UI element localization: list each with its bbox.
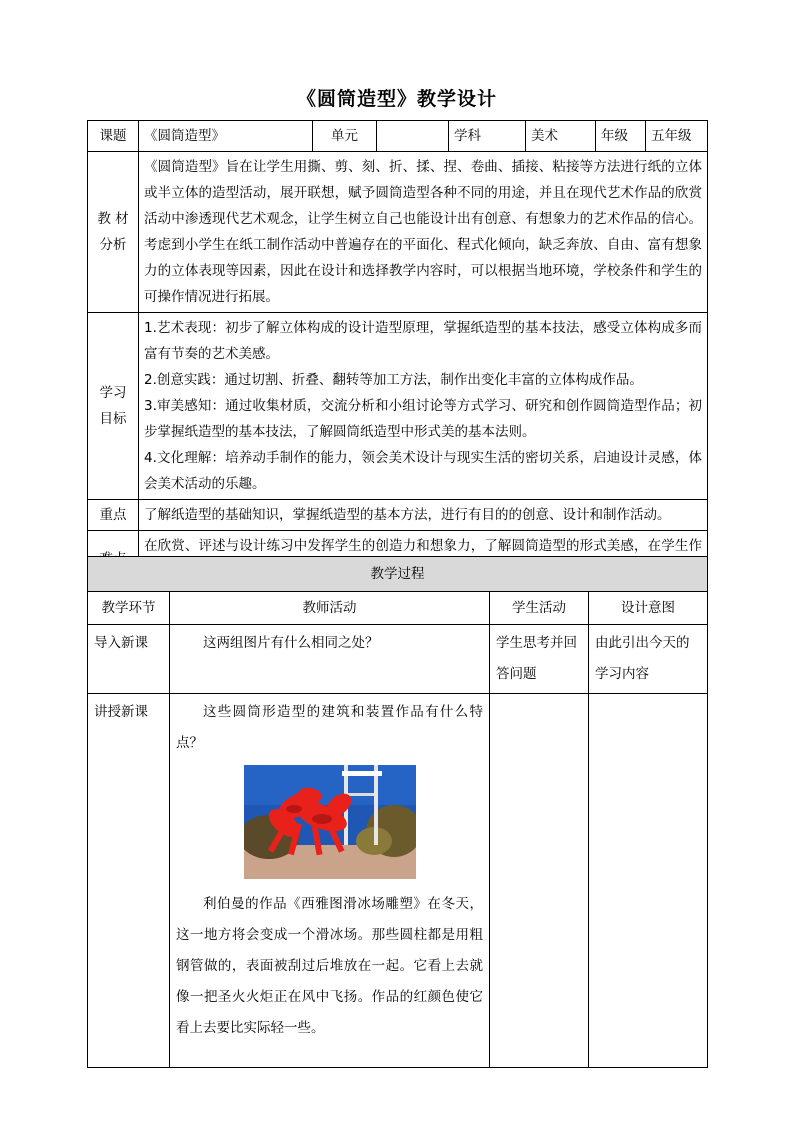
label-grade: 年级	[596, 121, 646, 152]
key-point-text: 了解纸造型的基础知识，掌握纸造型的基本方法，进行有目的的创意、设计和制作活动。	[139, 500, 708, 531]
section-row	[88, 557, 708, 592]
learning-goals-list	[139, 313, 708, 500]
label-topic: 课题	[88, 121, 139, 152]
label-subject: 学科	[449, 121, 526, 152]
sculpture-photo	[244, 765, 416, 879]
stage-intro: 导入新课	[88, 625, 170, 694]
label-learning-goals: 学习 目标	[88, 313, 139, 500]
info-row-key	[88, 500, 708, 531]
stage-lecture: 讲授新课	[88, 694, 170, 1068]
header-teacher: 教师活动	[170, 592, 490, 625]
info-row-goals	[88, 313, 708, 500]
document-title: 《圆筒造型》教学设计	[296, 88, 497, 110]
teacher-activity-intro: 这两组图片有什么相同之处？	[170, 625, 490, 694]
student-activity-intro: 学生思考并回答问题	[490, 625, 589, 694]
value-unit	[377, 121, 449, 152]
lesson-info-table	[87, 120, 708, 588]
process-row-intro	[88, 625, 708, 694]
label-key-point: 重点	[88, 500, 139, 531]
goal-item: 1.艺术表现：初步了解立体构成的设计造型原理，掌握纸造型的基本技法，感受立体构成多而富有节奏的艺术美感。	[144, 320, 702, 362]
label-material-analysis: 教 材 分析	[88, 152, 139, 313]
header-student: 学生活动	[490, 592, 589, 625]
process-row-lecture	[88, 694, 708, 1068]
difficulty-text: 在欣赏、评述与设计练习中发挥学生的创造力和想象力，了解圆筒造型的形式美感，在学生作	[139, 531, 708, 588]
label-unit: 单元	[313, 121, 377, 152]
teacher-activity-lecture	[170, 694, 490, 1068]
value-grade: 五年级	[646, 121, 708, 152]
goal-item: 2.创意实践：通过切割、折叠、翻转等加工方法，制作出变化丰富的立体构成作品。	[144, 372, 643, 388]
value-topic: 《圆筒造型》	[139, 121, 313, 152]
info-row-basic	[88, 121, 708, 152]
header-intent: 设计意图	[589, 592, 708, 625]
design-intent-intro: 由此引出今天的学习内容	[589, 625, 708, 694]
sculpture-description: 利伯曼的作品《西雅图滑冰场雕塑》在冬天，这一地方将会变成一个滑冰场。那些圆柱都是用粗钢管做的，表面被刮过后堆放在一起。它看上去就像一把圣火火炬正在风中飞扬。作品的红颜色使它看上去要比实际轻一些。	[176, 896, 483, 1036]
student-activity-lecture	[490, 694, 589, 1068]
header-stage: 教学环节	[88, 592, 170, 625]
value-subject: 美术	[526, 121, 596, 152]
goal-item: 3.审美感知：通过收集材质，交流分析和小组讨论等方式学习、研究和创作圆筒造型作品；初步掌握纸造型的基本技法，了解圆筒纸造型中形式美的基本法则。	[144, 398, 702, 440]
section-title: 教学过程	[88, 557, 708, 592]
material-analysis-text: 《圆筒造型》旨在让学生用撕、剪、刻、折、揉、捏、卷曲、插接、粘接等方法进行纸的立体或半立体的造型活动，展开联想，赋予圆筒造型各种不同的用途，并且在现代艺术作品的欣赏活动中渗透现代艺术观念，让学生树立自己也能设计出有创意、有想象力的艺术作品的信心。考虑到小学生在纸工制作活动中普遍存在的平面化、程式化倾向，缺乏奔放、自由、富有想象力的立体表现等因素，因此在设计和选择教学内容时，可以根据当地环境，学校条件和学生的可操作情况进行拓展。	[139, 152, 708, 313]
goal-item: 4.文化理解：培养动手制作的能力，领会美术设计与现实生活的密切关系，启迪设计灵感，体会美术活动的乐趣。	[144, 450, 702, 492]
design-intent-lecture	[589, 694, 708, 1068]
teaching-process-table	[87, 556, 708, 1068]
info-row-material	[88, 152, 708, 313]
lecture-question: 这些圆筒形造型的建筑和装置作品有什么特点？	[176, 704, 483, 751]
header-row	[88, 592, 708, 625]
